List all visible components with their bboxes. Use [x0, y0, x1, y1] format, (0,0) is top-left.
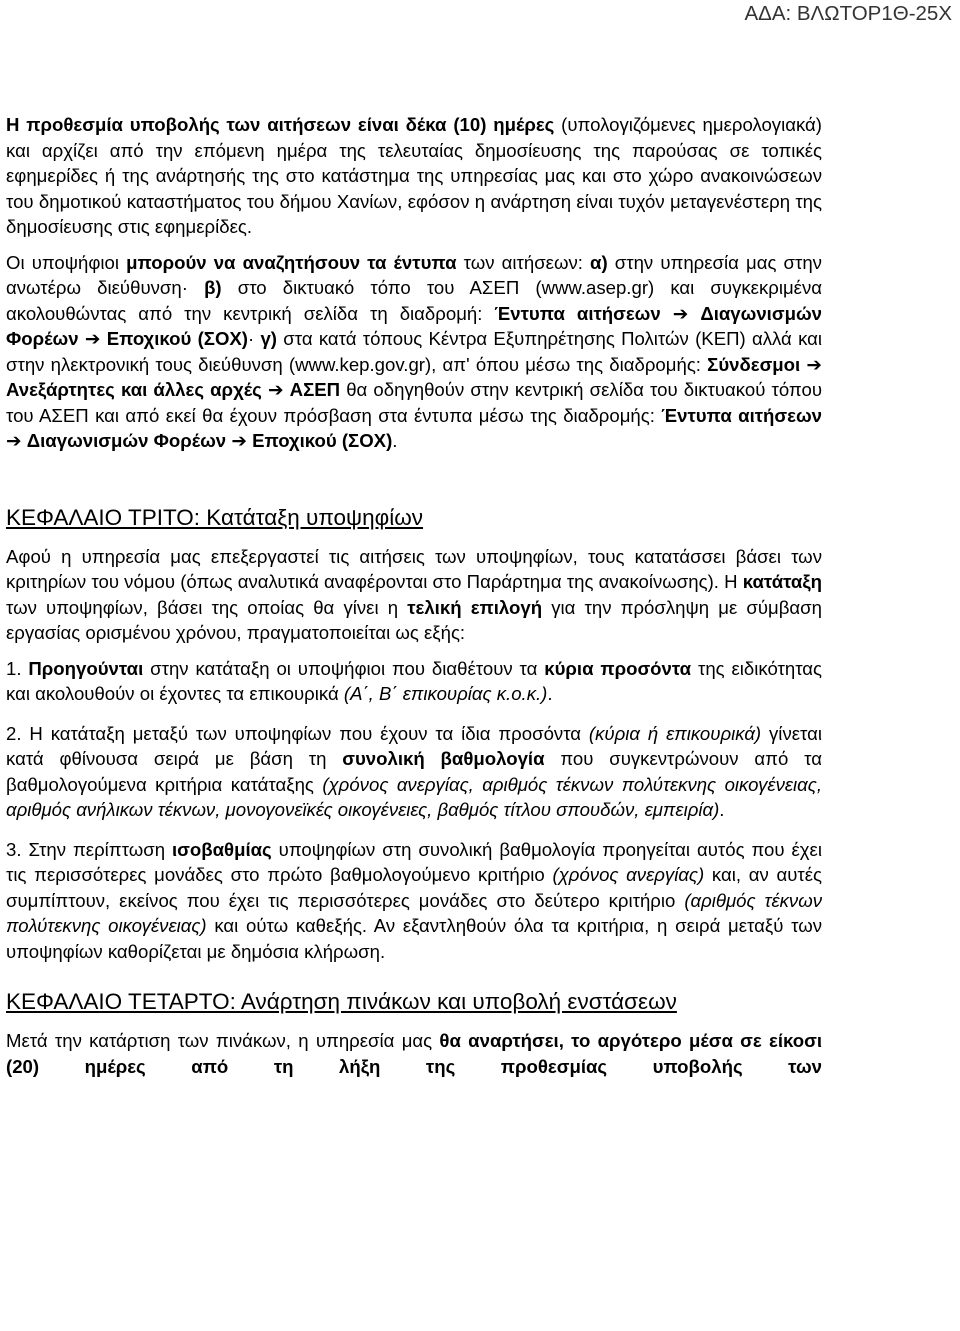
- deadline-bold: Η προθεσμία υποβολής των αιτήσεων είναι δέκα (10) ημέρες: [6, 114, 555, 135]
- forms-option-b: β): [204, 277, 222, 298]
- forms-text-6: στα κατά τόπους Κέντρα Εξυπηρέτησης Πολιτών (ΚΕΠ) αλλά και στην ηλεκτρονική τους διεύθυνση (www.kep.gov.gr), απ' όπου μέσω της διαδρομής:: [6, 328, 823, 375]
- item1-bold-2: κύρια προσόντα: [544, 657, 692, 679]
- forms-text-4: στο δικτυακό τόπο του ΑΣΕΠ (www.asep.gr) και συγκεκριμένα ακολουθώντας από την κεντρική σελίδα τη διαδρομή:: [6, 277, 822, 324]
- path-step-soch: Εποχικού (ΣΟΧ): [106, 328, 248, 349]
- ch3-intro-bold-2: τελική επιλογή: [407, 596, 543, 618]
- arrow-right-icon: ➔: [84, 328, 101, 349]
- path-step-links: Σύνδεσμοι: [707, 353, 801, 375]
- ranking-item-2: [6, 721, 822, 823]
- ch3-intro-text-2: των υποψηφίων, βάσει της οποίας θα γίνει η: [6, 596, 408, 618]
- ch3-intro-text-3: για την πρόσληψη με σύμβαση εργασίας ορισμένου χρόνου, πραγματοποιείται ως εξής:: [6, 596, 822, 643]
- forms-text-3: στην υπηρεσία μας στην ανωτέρω διεύθυνση·: [6, 251, 822, 298]
- item3-text-4: και ούτω καθεξής. Αν εξαντληθούν όλα τα κριτήρια, η σειρά μεταξύ των υποψηφίων καθορίζεται με δημόσια κλήρωση.: [6, 915, 823, 962]
- ch3-intro-text-1: Αφού η υπηρεσία μας επεξεργαστεί τις αιτήσεις των υποψηφίων, τους κατατάσσει βάσει των κριτηρίων του νόμου (όπως αναλυτικά αναφέρονται στο Παράρτημα της ανακοίνωσης). Η: [6, 545, 822, 592]
- item1-text-2: της ειδικότητας και ακολουθούν οι έχοντες τα επικουρικά: [6, 657, 823, 704]
- forms-bold-1: μπορούν να αναζητήσουν τα έντυπα: [126, 251, 457, 273]
- item3-text-1: Στην περίπτωση: [28, 838, 172, 860]
- ch4-intro-bold-1: θα αναρτήσει, το αργότερο μέσα σε είκοσι (20) ημέρες από τη λήξη της προθεσμίας υποβολής των: [6, 1030, 822, 1077]
- item1-text-1: στην κατάταξη οι υποψήφιοι που διαθέτουν τα: [143, 657, 545, 679]
- arrow-right-icon: ➔: [267, 379, 284, 400]
- arrow-right-icon: ➔: [6, 430, 22, 451]
- item3-italic-1: (χρόνος ανεργίας): [552, 864, 705, 885]
- ch4-intro-text-1: Μετά την κατάρτιση των πινάκων, η υπηρεσία μας: [6, 1030, 440, 1051]
- forms-text-7: θα οδηγηθούν στην κεντρική σελίδα του δικτυακού τόπου του ΑΣΕΠ και από εκεί θα έχουν πρόσβαση στα έντυπα μέσω της διαδρομής:: [6, 379, 822, 426]
- ada-header: ΑΔΑ: ΒΛΩΤΟΡ1Θ-25Χ: [744, 2, 952, 25]
- arrow-right-icon: ➔: [806, 353, 822, 375]
- path-step-forms: Έντυπα αιτήσεων: [494, 302, 661, 324]
- item3-bold-1: ισοβαθμίας: [172, 838, 272, 860]
- item2-italic-1: (κύρια ή επικουρικά): [588, 722, 762, 744]
- forms-paragraph: [6, 250, 822, 454]
- item1-italic-1: (Α΄, Β΄ επικουρίας κ.ο.κ.): [343, 683, 548, 704]
- item2-text-3: που συγκεντρώνουν από τα βαθμολογούμενα κριτήρια κατάταξης: [6, 748, 822, 795]
- forms-text-2: των αιτήσεων:: [456, 251, 591, 273]
- chapter4-intro: [6, 1028, 822, 1079]
- path-step-asep: ΑΣΕΠ: [289, 379, 341, 400]
- item1-number: 1.: [6, 657, 29, 679]
- document-body: [6, 112, 822, 1089]
- item3-text-2: υποψηφίων στη συνολική βαθμολογία προηγείται αυτός που έχει τις περισσότερες μονάδες στο πρώτο βαθμολογούμενο κριτήριο: [6, 838, 822, 885]
- path-step-forms-2: Έντυπα αιτήσεων: [661, 404, 823, 426]
- chapter3-title: ΚΕΦΑΛΑΙΟ ΤΡΙΤΟ: Κατάταξη υποψηφίων: [6, 504, 424, 530]
- item2-text-2: γίνεται κατά φθίνουσα σειρά με βάση τη: [6, 722, 822, 769]
- path-step-authorities: Ανεξάρτητες και άλλες αρχές: [6, 379, 262, 400]
- deadline-text: (υπολογιζόμενες ημερολογιακά) και αρχίζει από την επόμενη ημέρα της τελευταίας δημοσίευσης της παρούσας σε τοπικές εφημερίδες ή της ανάρτησής της στο κατάστημα της υπηρεσίας μας και στο χώρο ανακοινώσεων του δημοτικού καταστήματος του δήμου Χανίων, εφόσον η ανάρτηση είναι τυχόν μεταγενέστερη της δημοσίευσης στις εφημερίδες.: [6, 114, 822, 237]
- forms-option-c: γ): [260, 328, 278, 349]
- item1-bold-1: Προηγούνται: [28, 657, 144, 679]
- item3-number: 3.: [6, 838, 29, 860]
- chapter4-title: ΚΕΦΑΛΑΙΟ ΤΕΤΑΡΤΟ: Ανάρτηση πινάκων και υποβολή ενστάσεων: [6, 989, 677, 1014]
- item3-text-3: και, αν αυτές συμπίπτουν, εκείνος που έχει τις περισσότερες μονάδες στο δεύτερο κριτήριο: [6, 864, 822, 911]
- forms-text-8: .: [392, 430, 398, 451]
- item2-text-1: Η κατάταξη μεταξύ των υποψηφίων που έχουν τα ίδια προσόντα: [29, 722, 589, 744]
- ranking-item-1: [6, 656, 822, 707]
- forms-text-5: ·: [248, 328, 261, 349]
- path-step-competitions: Διαγωνισμών Φορέων: [6, 302, 822, 349]
- item2-italic-2: (χρόνος ανεργίας, αριθμός τέκνων πολύτεκνης οικογένειας, αριθμός ανήλικων τέκνων, μονογονεϊκές οικογένειες, βαθμός τίτλου σπουδών, εμπειρία): [6, 773, 822, 820]
- item1-text-3: .: [547, 683, 553, 704]
- item2-text-4: .: [719, 799, 725, 820]
- chapter3-intro: [6, 544, 822, 646]
- deadline-paragraph: [6, 112, 822, 240]
- arrow-right-icon: ➔: [231, 430, 247, 451]
- item2-bold-1: συνολική βαθμολογία: [342, 748, 545, 769]
- path-step-competitions-2: Διαγωνισμών Φορέων: [26, 430, 227, 451]
- path-step-soch-2: Εποχικού (ΣΟΧ): [252, 430, 393, 451]
- item2-number: 2.: [6, 722, 30, 744]
- ch3-intro-bold-1: κατάταξη: [742, 571, 822, 592]
- item3-italic-2: (αριθμός τέκνων πολύτεκνης οικογένειας): [6, 889, 822, 936]
- forms-text-1: Οι υποψήφιοι: [6, 251, 127, 273]
- arrow-right-icon: ➔: [672, 302, 689, 324]
- ranking-item-3: [6, 837, 822, 965]
- forms-option-a: α): [590, 251, 608, 273]
